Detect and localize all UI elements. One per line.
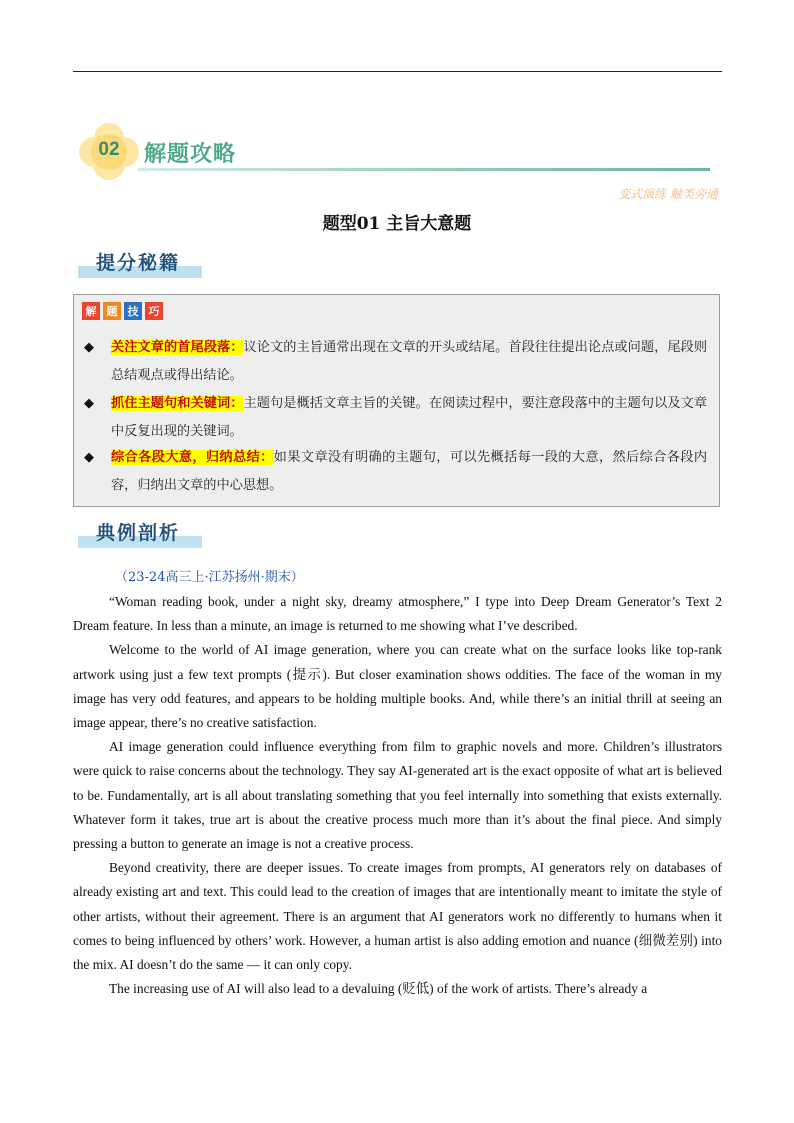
example-heading	[78, 518, 202, 548]
passage-source: （23-24高三上·江苏扬州·期末）	[115, 570, 304, 585]
tips-box	[73, 294, 720, 507]
passage-paragraph: The increasing use of AI will also lead to a devaluing (贬低) of the work of artists. There’s already a	[109, 981, 648, 997]
passage-paragraph: “Woman reading book, under a night sky, dreamy atmosphere,” I type into Deep Dream Generator’s Text 2 Dream feature. In less than a minute, an image is returned to me showing what I’ve described.	[73, 594, 722, 634]
badge: 解	[82, 302, 100, 320]
section-number: 02	[98, 139, 120, 160]
passage-paragraph: AI image generation could influence everything from film to graphic novels and more. Children’s illustrators were quick to raise concerns about the technology. They say AI-generated art is the exact opposite of what art is believed to be. Fundamentally, art is all about translating something that you feel internally into something that exists externally. Whatever form it takes, true art is about the creative process much more than it’s about the final piece. And simply pressing a button to generate an image is not a creative process.	[73, 739, 722, 852]
page-title: 题型01 主旨大意题	[322, 214, 472, 234]
badge: 巧	[145, 302, 163, 320]
passage-paragraph: Welcome to the world of AI image generation, where you can create what on the surface looks like top-rank artwork using just a few text prompts (提示). But closer examination shows oddities. The face of the woman in my image has very odd features, and appears to be holding multiple books. And, while there’s an initial thrill at seeing an image appear, there’s no creative satisfaction.	[73, 642, 722, 731]
tip-highlight: 关注文章的首尾段落：	[111, 340, 244, 355]
diamond-bullet-icon: ◆	[84, 450, 94, 465]
tip-highlight: 综合各段大意，归纳总结：	[111, 450, 274, 465]
passage-paragraph: Beyond creativity, there are deeper issues. To create images from prompts, AI generators rely on databases of already existing art and text. This could lead to the creation of images that are intentionally meant to imitate the style of other artists, without their agreement. There is an argument that AI generators work no differently to humans when it comes to being influenced by others’ work. However, a human artist is also adding emotion and nuance (细微差别) into the mix. AI doesn’t do the same — it can only copy.	[73, 860, 722, 973]
tagline: 变式演练 触类旁通	[618, 187, 718, 201]
tip-text: 如果文章没有明确的主题句，可以先概括每一段的大意，然后综合各段内容，归纳出文章的中心思想。	[111, 450, 708, 493]
tips-heading	[78, 248, 202, 278]
header-rule	[73, 71, 722, 72]
badge: 技	[124, 302, 142, 320]
tips-badges	[82, 302, 163, 320]
tip-highlight: 抓住主题句和关键词：	[111, 396, 244, 411]
banner-underline	[138, 168, 710, 171]
section-banner	[78, 122, 710, 182]
tip-text: 议论文的主旨通常出现在文章的开头或结尾。首段往往提出论点或问题，尾段则总结观点或得出结论。	[111, 340, 708, 383]
diamond-bullet-icon: ◆	[84, 340, 94, 355]
tip-text: 主题句是概括文章主旨的关键。在阅读过程中，要注意段落中的主题句以及文章中反复出现的关键词。	[111, 396, 708, 439]
tips-heading-text: 提分秘籍	[96, 252, 181, 274]
reading-passage	[73, 590, 722, 1001]
badge: 题	[103, 302, 121, 320]
section-title: 解题攻略	[144, 142, 237, 167]
diamond-bullet-icon: ◆	[84, 396, 94, 411]
example-heading-text: 典例剖析	[96, 522, 181, 544]
